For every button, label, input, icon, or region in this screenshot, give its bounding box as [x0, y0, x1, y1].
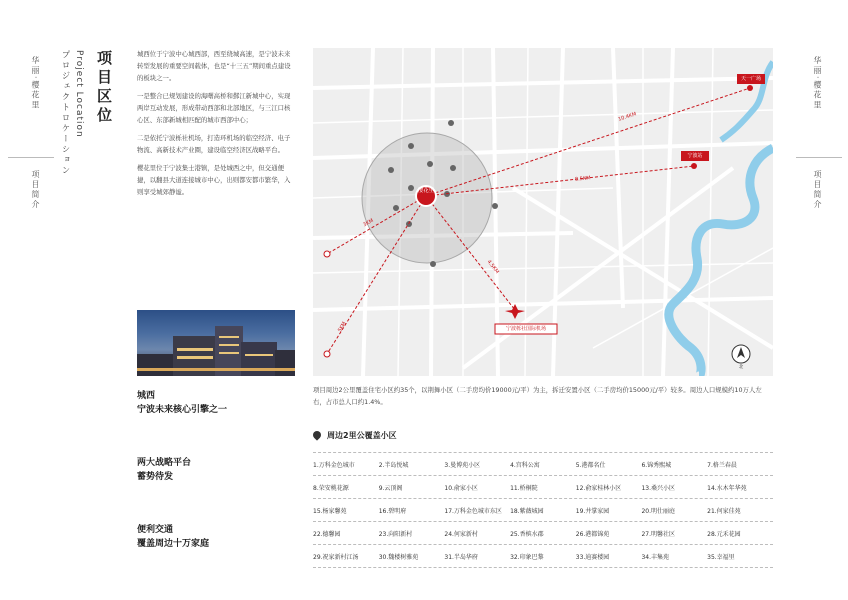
highlight-3: [137, 523, 209, 551]
intro-paragraph: 二是依托宁波栎社机场，打造环机场的临空经济、电子物流、高新技术产业圈，建设临空经济区战略平台。: [137, 134, 291, 154]
table-cell: 14.水木年华苑: [707, 484, 747, 492]
table-cell: 32.印象巴黎: [510, 553, 544, 561]
intro-paragraph: 一是整合已规划建设的海曙高桥和鄞江新城中心，实现两岸互动发展，形成带动西部和北部地区，与三江口核心区、东部新城相匹配的城市西部中心；: [137, 92, 291, 124]
distance-label: 8.5KM: [574, 175, 591, 183]
highlight-subheading: 覆盖周边十万家庭: [137, 539, 210, 549]
table-cell: 35.幸福里: [707, 553, 735, 561]
compass-icon: 北: [738, 365, 744, 370]
table-cell: 31.半岛华府: [444, 553, 478, 561]
table-cell: 27.明馨社区: [641, 530, 675, 538]
section-label-right: 项目简介: [813, 170, 822, 210]
table-row: [313, 476, 773, 499]
table-cell: 13.桑兴小区: [641, 484, 675, 492]
divider-right: [796, 157, 842, 158]
building-photo: [137, 310, 295, 376]
table-cell: 10.俞家小区: [444, 484, 478, 492]
table-cell: 23.向阳新村: [378, 530, 413, 538]
page-title-en: Project Location: [74, 50, 84, 138]
highlight-heading: 城西: [137, 391, 156, 401]
table-row: [313, 499, 773, 522]
location-pin-icon: [311, 429, 322, 440]
highlight-heading: 便利交通: [137, 525, 174, 535]
highlight-2: [137, 456, 191, 484]
distance-label: 5KM: [337, 320, 348, 334]
distance-label: 4.5KM: [485, 259, 500, 275]
table-cell: 18.紫薇城园: [510, 507, 544, 515]
map-label-airport: 宁波栎社国际机场: [505, 326, 546, 332]
map-label-station: 宁波站: [687, 153, 703, 159]
table-cell: 8.荣安桃花源: [313, 484, 349, 492]
table-cell: 34.丰集苑: [641, 553, 669, 561]
table-cell: 24.何家新村: [444, 530, 478, 538]
table-cell: 19.井掌家园: [575, 507, 610, 515]
map-caption: 项目周边2公里覆盖住宅小区约35个，以荆舞小区（二手房均价19000元/平）为主，拆迁安置小区（二手房均价15000元/平）较多。周边人口规模约10万人左右，占市总人口约1.4%。: [313, 386, 762, 406]
table-cell: 7.格兰春晨: [707, 461, 737, 469]
section-label-left: 项目简介: [31, 170, 40, 210]
distance-label: 3KM: [362, 217, 375, 229]
communities-title: [313, 430, 397, 441]
table-cell: 12.俞家桂林小区: [575, 484, 622, 492]
table-cell: 26.港都锦苑: [575, 530, 610, 538]
table-cell: 11.桥桐院: [510, 484, 538, 492]
table-cell: 20.明仕丽庭: [641, 507, 675, 515]
highlight-subheading: 宁波未来核心引擎之一: [137, 405, 228, 415]
page-title-jp: プロジェクトロケーション: [60, 50, 70, 176]
table-cell: 28.元禾花园: [707, 530, 741, 538]
highlight-heading: 两大战略平台: [137, 458, 192, 468]
table-cell: 3.曼博苑小区: [444, 461, 481, 469]
brand-name-left: 华丽·樱花里: [31, 56, 40, 111]
table-cell: 9.云顶阁: [378, 484, 403, 492]
table-cell: 1.万科金色城市: [313, 461, 355, 469]
table-cell: 25.香槟水郡: [510, 530, 544, 538]
project-marker-label: 樱花里: [417, 188, 435, 194]
table-cell: 29.祝家新村江汤: [313, 553, 359, 561]
brand-name-right: 华丽·樱花里: [813, 56, 822, 111]
table-cell: 5.港都名仕: [575, 461, 606, 469]
table-row: [313, 522, 773, 545]
table-cell: 2.半岛悦城: [378, 461, 409, 469]
distance-label: 10.4KM: [617, 111, 638, 123]
table-row: [313, 452, 773, 476]
table-cell: 17.万科金色城市东区: [444, 507, 502, 515]
communities-title-text: 周边2里公覆盖小区: [327, 431, 397, 440]
highlight-1: [137, 389, 227, 417]
table-cell: 15.杨家馨苑: [313, 507, 347, 515]
highlight-subheading: 蓄势待发: [137, 472, 174, 482]
intro-text: [137, 48, 295, 204]
page-title: 项目区位: [95, 50, 113, 126]
table-cell: 30.魏楼树雅苑: [378, 553, 419, 561]
table-cell: 33.迪赛楼园: [575, 553, 610, 561]
communities-table: [313, 452, 773, 568]
intro-paragraph: 城西位于宁波中心城西部，西至绕城高速，是宁波未来转型发展的重要空间载体，也是“十三五”期间重点建设的板块之一。: [137, 50, 291, 82]
location-map: [313, 48, 773, 376]
table-cell: 4.宫科公寓: [510, 461, 540, 469]
map-label-tianyi: 天一广场: [740, 76, 761, 82]
table-cell: 16.碧明府: [378, 507, 407, 515]
table-cell: 22.德馨园: [313, 530, 341, 538]
table-cell: 21.何家佳苑: [707, 507, 741, 515]
table-row: [313, 545, 773, 568]
table-cell: 6.锦秀熙城: [641, 461, 672, 469]
intro-paragraph: 樱花里位于宁波集士港镇，是处城西之中，但交通便捷，以翻县大道连接城市中心，出则都安都市繁华，入则享受城郊静谧。: [137, 164, 291, 196]
divider-left: [8, 157, 54, 158]
